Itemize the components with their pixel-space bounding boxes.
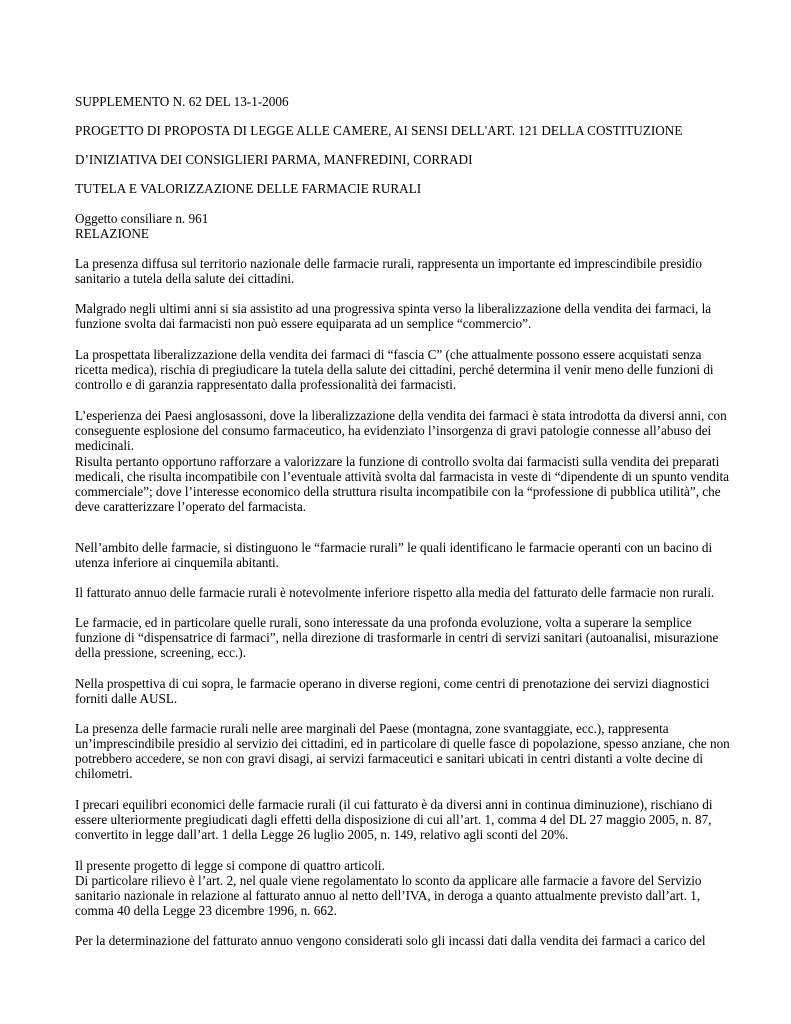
paragraph bbox=[75, 615, 718, 660]
paragraph-line: essere ulteriormente pregiudicati dagli effetti della disposizione di cui all’art. 1, comma 4 del DL 27 maggio 2005, n. 87, bbox=[75, 812, 712, 827]
paragraph-line: funzione svolta dai farmacisti non può essere equiparata ad un semplice “commercio”. bbox=[75, 316, 532, 331]
paragraph bbox=[75, 721, 730, 781]
paragraph-line: La presenza delle farmacie rurali nelle aree marginali del Paese (montagna, zone svantaggiate, ecc.), rappresenta bbox=[75, 721, 669, 736]
paragraph bbox=[75, 454, 729, 514]
paragraph-line: conseguente esplosione del consumo farmaceutico, ha evidenziato l’insorgenza di gravi patologie connesse all’abuso dei bbox=[75, 423, 712, 438]
initiative-heading: D’INIZIATIVA DEI CONSIGLIERI PARMA, MANFREDINI, CORRADI bbox=[75, 152, 473, 167]
paragraph bbox=[75, 585, 714, 600]
paragraph-line: Risulta pertanto opportuno rafforzare a valorizzare la funzione di controllo svolta dai farmacisti sulla vendita dei preparati bbox=[75, 454, 720, 469]
paragraph bbox=[75, 347, 714, 392]
paragraph bbox=[75, 540, 712, 570]
paragraph-line: Per la determinazione del fatturato annuo vengono considerati solo gli incassi dati dalla vendita dei farmaci a carico del bbox=[75, 933, 706, 948]
paragraph-line: chilometri. bbox=[75, 766, 133, 781]
paragraph-line: sanitario a tutela della salute dei cittadini. bbox=[75, 271, 295, 286]
supplement-heading: SUPPLEMENTO N. 62 DEL 13-1-2006 bbox=[75, 94, 289, 109]
paragraph-line: medicali, che risulta incompatibile con l’eventuale attività svolta dal farmacista in veste di “dipendente di un spunto vendita bbox=[75, 469, 730, 484]
paragraph bbox=[75, 797, 713, 842]
document-title: TUTELA E VALORIZZAZIONE DELLE FARMACIE RURALI bbox=[75, 181, 422, 196]
paragraph bbox=[75, 256, 702, 286]
paragraph-line: Le farmacie, ed in particolare quelle rurali, sono interessate da una profonda evoluzione, volta a superare la semplice bbox=[75, 615, 692, 630]
paragraph-line: deve caratterizzare l’operato del farmacista. bbox=[75, 499, 306, 514]
paragraph-line: sanitario nazionale in relazione al fatturato annuo al netto dell’IVA, in deroga a quanto attualmente previsto dall’art. 1, bbox=[75, 888, 701, 903]
paragraph-line: funzione di “dispensatrice di farmaci”, nella direzione di trasformarle in centri di servizi sanitari (autoanalisi, misurazione bbox=[75, 630, 719, 645]
paragraph-line: utenza inferiore ai cinquemila abitanti. bbox=[75, 555, 279, 570]
paragraph-line: medicinali. bbox=[75, 438, 134, 453]
project-heading: PROGETTO DI PROPOSTA DI LEGGE ALLE CAMERE, AI SENSI DELL'ART. 121 DELLA COSTITUZIONE bbox=[75, 123, 683, 138]
paragraph-line: Il fatturato annuo delle farmacie rurali è notevolmente inferiore rispetto alla media del fatturato delle farmacie non rurali. bbox=[75, 585, 715, 600]
paragraph-line: commerciale”; dove l’interesse economico della struttura risulta incompatibile con la “professione di pubblica utilità”, che bbox=[75, 484, 721, 499]
section-heading: RELAZIONE bbox=[75, 226, 149, 241]
paragraph-line: controllo e di garanzia rappresentato dalla professionalità dei farmacisti. bbox=[75, 377, 457, 392]
paragraph-line: convertito in legge dall’art. 1 della Legge 26 luglio 2005, n. 149, relativo agli sconti del 20%. bbox=[75, 827, 569, 842]
paragraph-line: Nell’ambito delle farmacie, si distinguono le “farmacie rurali” le quali identificano le farmacie operanti con un bacino di bbox=[75, 540, 713, 555]
paragraph-line: comma 40 della Legge 23 dicembre 1996, n. 662. bbox=[75, 903, 337, 918]
paragraph-line: Di particolare rilievo è l’art. 2, nel quale viene regolamentato lo sconto da applicare alle farmacie a favore del Servizio bbox=[75, 873, 702, 888]
paragraph-line: Malgrado negli ultimi anni si sia assistito ad una progressiva spinta verso la liberalizzazione della vendita dei farmaci, la bbox=[75, 301, 712, 316]
paragraph-line: La presenza diffusa sul territorio nazionale delle farmacie rurali, rappresenta un importante ed imprescindibile presidio bbox=[75, 256, 703, 271]
paragraph-line: L’esperienza dei Paesi anglosassoni, dove la liberalizzazione della vendita dei farmaci è stata introdotta da diversi anni, con bbox=[75, 408, 727, 423]
paragraph-line: forniti dalle AUSL. bbox=[75, 691, 178, 706]
paragraph-line: potrebbero accedere, se non con gravi disagi, ai servizi farmaceutici e sanitari ubicati in centri distanti a volte decine di bbox=[75, 751, 703, 766]
paragraph-line: I precari equilibri economici delle farmacie rurali (il cui fatturato è da diversi anni in continua diminuzione), rischiano di bbox=[75, 797, 713, 812]
paragraph bbox=[75, 301, 711, 331]
paragraph-line: della pressione, screening, ecc.). bbox=[75, 645, 246, 660]
paragraph bbox=[75, 676, 710, 706]
paragraph-line: Il presente progetto di legge si compone di quattro articoli. bbox=[75, 858, 385, 873]
paragraph bbox=[75, 933, 706, 948]
paragraph bbox=[75, 858, 701, 918]
paragraph-line: ricetta medica), rischia di pregiudicare la tutela della salute dei cittadini, perché determina il venir meno delle funzioni di bbox=[75, 362, 714, 377]
paragraph bbox=[75, 408, 727, 453]
paragraph-line: Nella prospettiva di cui sopra, le farmacie operano in diverse regioni, come centri di prenotazione dei servizi diagnostici bbox=[75, 676, 710, 691]
subject-line: Oggetto consiliare n. 961 bbox=[75, 211, 209, 226]
paragraph-line: un’imprescindibile presidio al servizio dei cittadini, ed in particolare di quelle fasce di popolazione, spesso anziane, che non bbox=[75, 736, 730, 751]
paragraph-line: La prospettata liberalizzazione della vendita dei farmaci di “fascia C” (che attualmente possono essere acquistati senza bbox=[75, 347, 702, 362]
